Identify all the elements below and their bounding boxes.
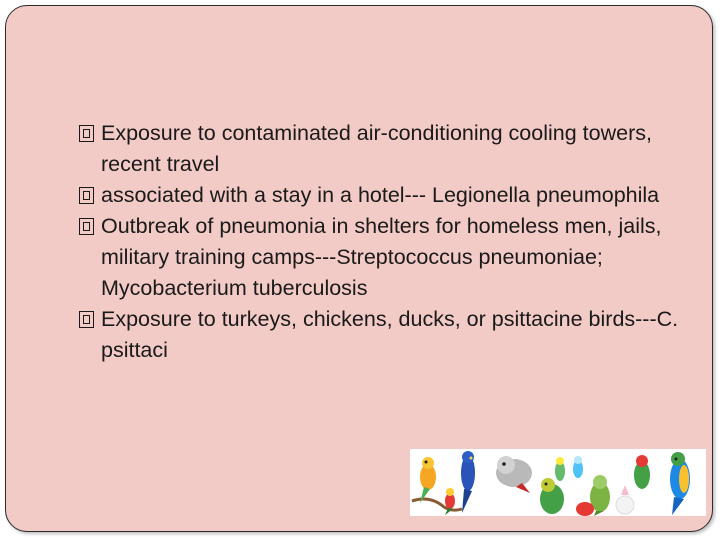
parrots-illustration	[410, 449, 706, 516]
red-parrot-icon	[576, 502, 594, 516]
hyacinth-macaw-icon	[461, 451, 475, 513]
grey-parrot-icon	[496, 456, 532, 493]
bullet-list	[79, 118, 689, 366]
bullet-box-icon	[79, 187, 94, 204]
sun-conure-icon	[420, 457, 436, 503]
bullet-item	[79, 211, 689, 304]
bullet-text: Outbreak of pneumonia in shelters for homeless men, jails, military training camps---Streptococcus pneumoniae; Mycobacterium tuberculosis	[101, 214, 662, 300]
bullet-box-icon	[79, 218, 94, 235]
bullet-box-icon	[79, 311, 94, 328]
budgie-icon	[555, 456, 583, 481]
bullet-item	[79, 304, 689, 366]
amazon-parrot-icon	[540, 478, 564, 514]
bullet-text: Exposure to contaminated air-conditioning cooling towers, recent travel	[101, 121, 652, 176]
bullet-box-icon	[79, 125, 94, 142]
bullet-item	[79, 118, 689, 180]
bullet-item	[79, 180, 689, 211]
conure-icon	[634, 455, 650, 489]
bullet-text: associated with a stay in a hotel--- Legionella pneumophila	[101, 183, 660, 207]
cockatoo-icon	[616, 485, 634, 514]
bullet-text: Exposure to turkeys, chickens, ducks, or psittacine birds---C. psittaci	[101, 307, 679, 362]
blue-gold-macaw-icon	[670, 452, 690, 515]
parrots-photo	[410, 449, 706, 516]
